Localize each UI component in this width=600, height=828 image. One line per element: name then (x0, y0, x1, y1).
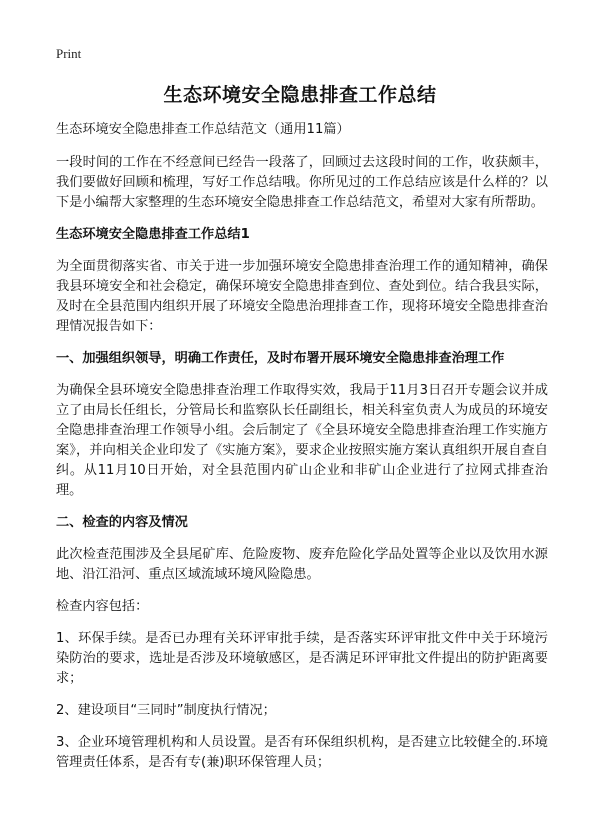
paragraph-scope: 此次检查范围涉及全县尾矿库、危险废物、废弃危险化学品处置等企业以及饮用水源地、沿江沿河、重点区域流域环境风险隐患。 (56, 547, 548, 582)
print-link[interactable]: Print (56, 46, 82, 61)
paragraph-contents-intro: 检查内容包括： (56, 599, 149, 614)
section-title: 生态环境安全隐患排查工作总结1 (56, 227, 250, 242)
heading-organization: 一、加强组织领导，明确工作责任，及时布署开展环境安全隐患排查治理工作 (56, 351, 505, 366)
list-item-environmental-procedures: 1、环保手续。是否已办理有关环评审批手续，是否落实环评审批文件中关于环境污染防治的要求，选址是否涉及环境敏感区，是否满足环评审批文件提出的防护距离要求； (56, 631, 548, 686)
paragraph-organization: 为确保全县环境安全隐患排查治理工作取得实效，我局于11月3日召开专题会议并成立了由局长任组长，分管局长和监察队长任副组长，相关科室负责人为成员的环境安全隐患排查治理工作领导小组。会后制定了《全县环境安全隐患排查治理工作实施方案》，并向相关企业印发了《实施方案》，要求企业按照实施方案认真组织开展自查自纠。从11月10日开始，对全县范围内矿山企业和非矿山企业进行了拉网式排查治理。 (56, 383, 548, 498)
intro-paragraph: 一段时间的工作在不经意间已经告一段落了，回顾过去这段时间的工作，收获颇丰，我们要做好回顾和梳理，写好工作总结哦。你所见过的工作总结应该是什么样的？以下是小编帮大家整理的生态环境安全隐患排查工作总结范文，希望对大家有所帮助。 (56, 155, 548, 210)
document-subtitle: 生态环境安全隐患排查工作总结范文（通用11篇） (56, 122, 350, 137)
list-item-three-simultaneous: 2、建设项目“三同时”制度执行情况； (56, 703, 276, 718)
list-item-management-structure: 3、企业环境管理机构和人员设置。是否有环保组织机构，是否建立比较健全的.环境管理责任体系，是否有专(兼)职环保管理人员； (56, 735, 548, 770)
paragraph-overview: 为全面贯彻落实省、市关于进一步加强环境安全隐患排查治理工作的通知精神，确保我县环境安全和社会稳定，确保环境安全隐患排查到位、查处到位。结合我县实际，及时在全县范围内组织开展了环境安全隐患治理排查工作，现将环境安全隐患排查治理情况报告如下： (56, 259, 548, 334)
document-body (56, 120, 548, 785)
heading-inspection: 二、检查的内容及情况 (56, 515, 188, 530)
document-title: 生态环境安全隐患排查工作总结 (163, 84, 437, 106)
